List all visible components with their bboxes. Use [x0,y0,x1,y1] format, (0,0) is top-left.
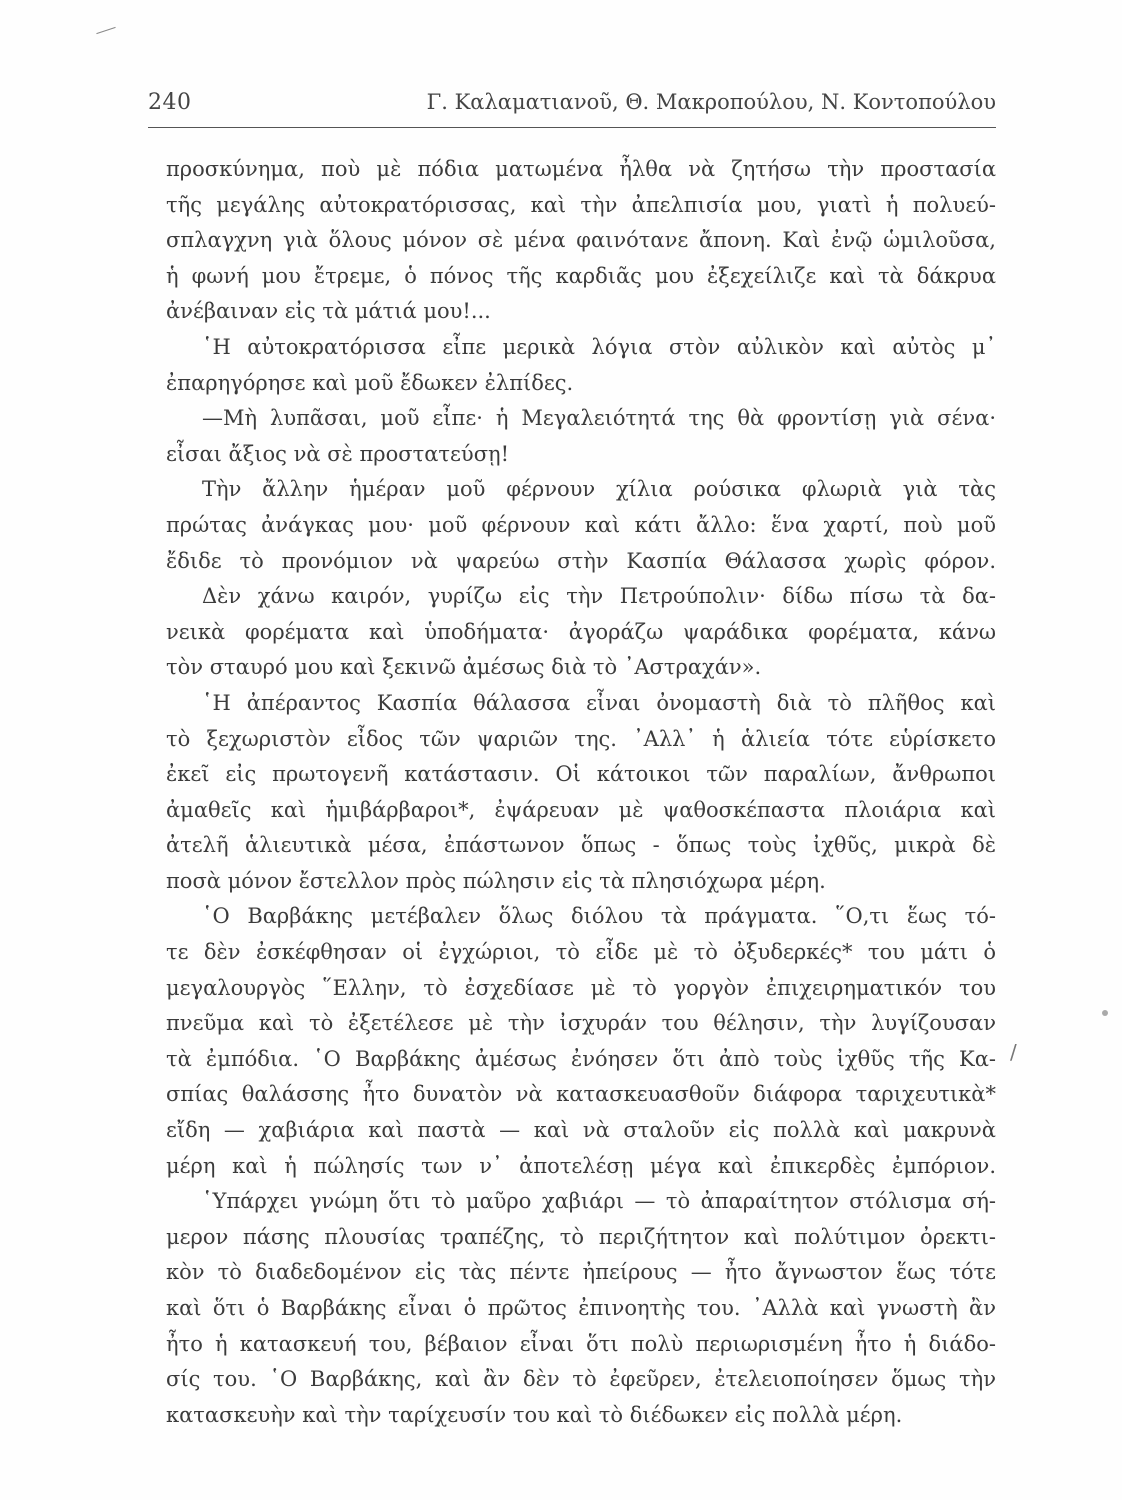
text-line: προσκύνημα, ποὺ μὲ πόδια ματωμένα ἦλθα νὰ ζητήσω τὴν προστασία [166,157,996,181]
scan-mark [96,27,115,34]
text-line: εἴδη — χαβιάρια καὶ παστὰ — καὶ νὰ σταλοῦν εἰς πολλὰ καὶ μακρυνὰ [166,1118,996,1143]
text-line: μερον πάσης πλουσίας τραπέζης, τὸ περιζήτητον καὶ πολύτιμον ὀρεκτι- [166,1224,996,1249]
text-line: σπλαγχνη γιὰ ὅλους μόνον σὲ μένα φαινότανε ἄπονη. Καὶ ἐνῷ ὡμιλοῦσα, [166,228,996,253]
text-line: ἀμαθεῖς καὶ ἡμιβάρβαροι*, ἐψάρευαν μὲ ψαθοσκέπαστα πλοιάρια καὶ [166,797,996,822]
text-line: ἀτελῆ ἁλιευτικὰ μέσα, ἐπάστωνον ὅπως - ὅπως τοὺς ἰχθῦς, μικρὰ δὲ [166,833,996,858]
text-line: εἶσαι ἄξιος νὰ σὲ προστατεύσῃ! [166,441,510,466]
text-line: —Μὴ λυπᾶσαι, μοῦ εἶπε· ἡ Μεγαλειότητά της θὰ φροντίσῃ γιὰ σένα· [202,406,996,431]
body-text [166,152,996,1433]
text-line: ῾Ο Βαρβάκης μετέβαλεν ὅλως διόλου τὰ πράγματα. ῞Ο,τι ἕως τό- [202,904,996,929]
text-line: ἀνέβαιναν εἰς τὰ μάτιά μου!... [166,299,491,324]
text-line: τε δὲν ἐσκέφθησαν οἱ ἐγχώριοι, τὸ εἶδε μὲ τὸ ὀξυδερκές* του μάτι ὁ [166,940,996,965]
text-line: μεγαλουργὸς ῞Ελλην, τὸ ἐσχεδίασε μὲ τὸ γοργὸν ἐπιχειρηματικόν του [166,975,996,1000]
scan-slash-mark: / [1010,1040,1017,1064]
text-line: κὸν τὸ διαδεδομένον εἰς τὰς πέντε ἠπείρους — ἦτο ἄγνωστον ἕως τότε [166,1260,996,1285]
scan-speck [1102,1010,1108,1016]
text-line: κατασκευὴν καὶ τὴν ταρίχευσίν του καὶ τὸ διέδωκεν εἰς πολλὰ μέρη. [166,1402,903,1427]
text-line: μέρη καὶ ἡ πώλησίς των ν᾽ ἀποτελέσῃ μέγα καὶ ἐπικερδὲς ἐμπόριον. [166,1153,996,1178]
text-line: νεικὰ φορέματα καὶ ὑποδήματα· ἀγοράζω ψαράδικα φορέματα, κάνω [166,619,996,644]
header-rule [148,127,996,128]
text-line: τῆς μεγάλης αὐτοκρατόρισσας, καὶ τὴν ἀπελπισία μου, γιατὶ ἡ πολυεύ- [166,192,996,217]
text-line: Τὴν ἄλλην ἡμέραν μοῦ φέρνουν χίλια ρούσικα φλωριὰ γιὰ τὰς [202,477,996,502]
text-line: ἐπαρηγόρησε καὶ μοῦ ἔδωκεν ἐλπίδες. [166,370,574,395]
page-header [148,84,996,124]
text-line: καὶ ὅτι ὁ Βαρβάκης εἶναι ὁ πρῶτος ἐπινοητὴς του. ᾿Αλλὰ καὶ γνωστὴ ἂν [166,1296,996,1320]
running-head: Γ. Καλαματιανοῦ, Θ. Μακροπούλου, Ν. Κοντοπούλου [426,90,996,114]
text-line: πνεῦμα καὶ τὸ ἐξετέλεσε μὲ τὴν ἰσχυράν του θέλησιν, τὴν λυγίζουσαν [166,1011,996,1036]
text-line: ἡ φωνή μου ἔτρεμε, ὁ πόνος τῆς καρδιᾶς μου ἐξεχείλιζε καὶ τὰ δάκρυα [166,263,996,288]
text-line: ἔδιδε τὸ προνόμιον νὰ ψαρεύω στὴν Κασπία Θάλασσα χωρὶς φόρον. [166,548,996,573]
text-line: ἦτο ἡ κατασκευή του, βέβαιον εἶναι ὅτι πολὺ περιωρισμένη ἦτο ἡ διάδο- [166,1331,996,1356]
text-line: σίς του. ῾Ο Βαρβάκης, καὶ ἂν δὲν τὸ ἐφεῦρεν, ἐτελειοποίησεν ὅμως τὴν [166,1367,996,1392]
text-line: Δὲν χάνω καιρόν, γυρίζω εἰς τὴν Πετρούπολιν· δίδω πίσω τὰ δα- [202,584,996,609]
text-line: ῾Υπάρχει γνώμη ὅτι τὸ μαῦρο χαβιάρι — τὸ ἀπαραίτητον στόλισμα σή- [202,1189,996,1214]
page-number: 240 [148,90,192,115]
text-line: σπίας θαλάσσης ἦτο δυνατὸν νὰ κατασκευασθοῦν διάφορα ταριχευτικὰ* [166,1082,996,1107]
text-line: τὰ ἐμπόδια. ῾Ο Βαρβάκης ἀμέσως ἐνόησεν ὅτι ἀπὸ τοὺς ἰχθῦς τῆς Κα- [166,1046,996,1071]
text-line: ἐκεῖ εἰς πρωτογενῆ κατάστασιν. Οἱ κάτοικοι τῶν παραλίων, ἄνθρωποι [166,762,996,787]
text-line: τὸ ξεχωριστὸν εἶδος τῶν ψαριῶν της. ᾿Αλλ᾽ ἡ ἁλιεία τότε εὑρίσκετο [166,726,996,751]
text-line: ῾Η αὐτοκρατόρισσα εἶπε μερικὰ λόγια στὸν αὐλικὸν καὶ αὐτὸς μ᾽ [202,334,996,359]
text-line: τὸν σταυρό μου καὶ ξεκινῶ ἀμέσως διὰ τὸ ᾿Αστραχάν». [166,655,762,680]
text-line: ῾Η ἀπέραντος Κασπία θάλασσα εἶναι ὀνομαστὴ διὰ τὸ πλῆθος καὶ [202,690,996,715]
text-line: πρώτας ἀνάγκας μου· μοῦ φέρνουν καὶ κάτι ἄλλο: ἕνα χαρτί, ποὺ μοῦ [166,512,996,537]
text-line: ποσὰ μόνον ἔστελλον πρὸς πώλησιν εἰς τὰ πλησιόχωρα μέρη. [166,868,826,893]
